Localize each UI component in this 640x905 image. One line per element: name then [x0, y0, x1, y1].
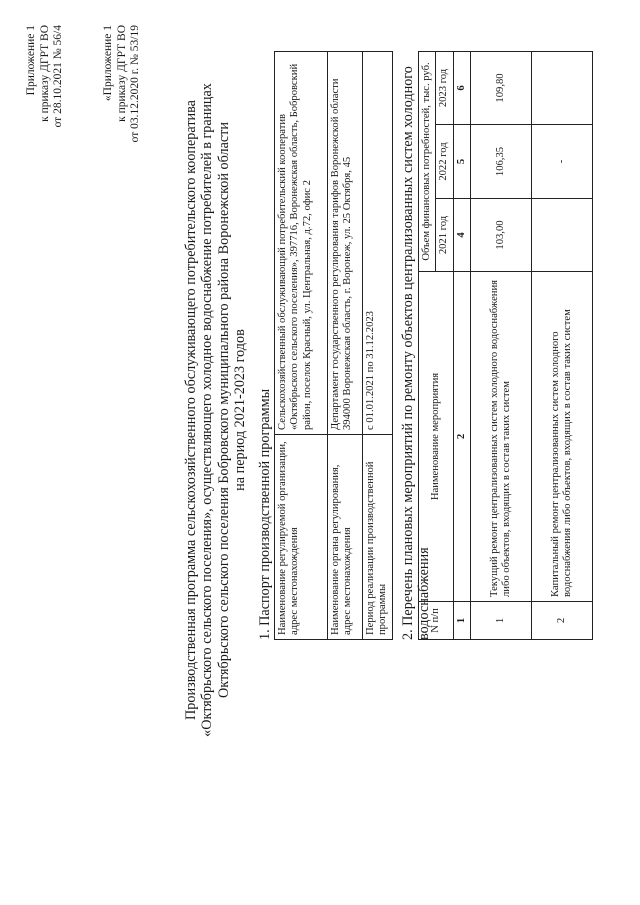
passport-table [274, 51, 393, 640]
title-line2: «Октябрьского сельского поселения», осуществляющего холодное водоснабжение потребителей в границах [199, 83, 216, 737]
year-header: 2021 год [436, 199, 453, 272]
passport-value: Департамент государственного регулирования тарифов Воронежской области 394000 Воронежская область, г. Воронеж, ул. 25 Октября, 45 [328, 52, 363, 435]
title-line1: Производственная программа сельскохозяйственного обслуживающего потребительского кооператива [183, 100, 199, 720]
appendix-1-line2: к приказу ДГРТ ВО [38, 25, 51, 122]
title-line3: Октябрьского сельского поселения Бобровского муниципального района Воронежской области [215, 122, 232, 698]
index-cell: 6 [453, 51, 470, 124]
passport-label: Наименование регулируемой организации, адрес местонахождения [275, 435, 328, 640]
value-2021: 103,00 [471, 199, 532, 272]
document-title [183, 75, 249, 745]
passport-value: Сельскохозяйственный обслуживающий потребительский кооператив «Октябрьского сельского поселения», 397716, Воронежская область, Бобровский район, поселок Красный, ул. Центральная, д.72, офис 2 [275, 52, 328, 435]
value-2022: 106,35 [471, 125, 532, 199]
index-cell: 4 [453, 199, 470, 272]
measures-index-row [453, 51, 470, 639]
passport-row [275, 52, 328, 640]
appendix-1-block [25, 25, 66, 205]
value-2021 [532, 199, 593, 272]
value-2023: 109,80 [471, 51, 532, 124]
year-header: 2022 год [436, 125, 453, 199]
appendix-2-block [102, 25, 143, 205]
row-number: 1 [471, 602, 532, 640]
year-header: 2023 год [436, 51, 453, 124]
passport-value: с 01.01.2021 по 31.12.2023 [363, 52, 393, 435]
appendix-2-line3: от 03.12.2020 г. № 53/19 [129, 25, 142, 143]
table-row [532, 51, 593, 639]
title-line4: на период 2021-2023 годов [232, 329, 249, 491]
passport-label: Наименование органа регулирования, адрес местонахождения [328, 435, 363, 640]
index-cell: 1 [453, 602, 470, 640]
value-2023 [532, 51, 593, 124]
appendix-1-line3: от 28.10.2021 № 56/4 [52, 25, 65, 128]
appendix-2-line1: «Приложение 1 [102, 25, 114, 102]
col-name-header: Наименование мероприятия [419, 272, 454, 602]
passport-row [328, 52, 363, 640]
measures-header-row [419, 51, 436, 639]
measure-name: Капитальный ремонт централизованных систем холодного водоснабжения либо объектов, входящих в состав таких систем [532, 272, 593, 602]
section2-heading: 2. Перечень плановых мероприятий по ремонту объектов централизованных систем холодного водоснабжения [400, 66, 432, 640]
table-row [471, 51, 532, 639]
measure-name: Текущий ремонт централизованных систем холодного водоснабжения либо объектов, входящих в состав таких систем [471, 272, 532, 602]
index-cell: 5 [453, 125, 470, 199]
section1-heading: 1. Паспорт производственной программы [257, 388, 273, 640]
row-number: 2 [532, 602, 593, 640]
appendix-1-line1: Приложение 1 [25, 25, 37, 96]
col-number-header: N п/п [419, 602, 454, 640]
passport-row [363, 52, 393, 640]
value-2022: - [532, 125, 593, 199]
index-cell: 2 [453, 272, 470, 602]
passport-label: Период реализации производственной программы [363, 435, 393, 640]
measures-table [418, 51, 593, 640]
col-volume-header: Объем финансовых потребностей, тыс. руб. [419, 51, 436, 271]
appendix-2-line2: к приказу ДГРТ ВО [115, 25, 128, 122]
